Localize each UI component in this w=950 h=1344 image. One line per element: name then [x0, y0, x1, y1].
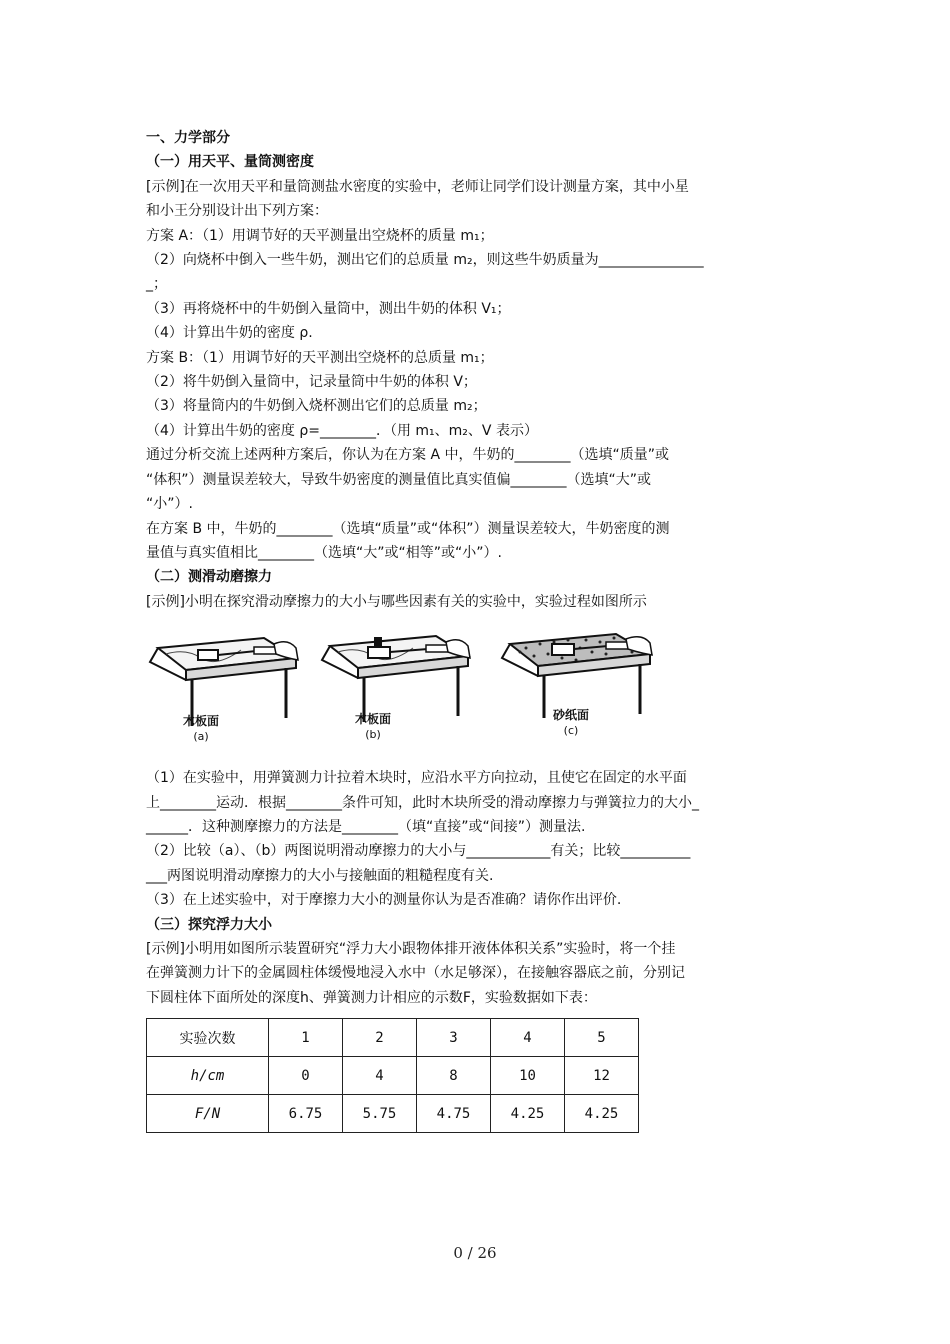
text-line: 上________运动．根据________条件可知，此时木块所受的滑动摩擦力与弹簧拉力的大小_	[146, 794, 699, 811]
text-line: （3）将量筒内的牛奶倒入烧杯测出它们的总质量 m₂；	[146, 398, 487, 415]
page-number: 0 / 26	[453, 1244, 497, 1262]
subsection-3-title: （三）探究浮力大小	[146, 916, 272, 933]
text-line: （2）比较（a）、（b）两图说明滑动摩擦力的大小与____________有关；比较__________	[146, 843, 691, 860]
text-line: 方案 B：（1）用调节好的天平测出空烧杯的总质量 m₁；	[146, 349, 494, 366]
table-header-cell: F/N	[147, 1095, 269, 1133]
text-line: ___两图说明滑动摩擦力的大小与接触面的粗糙程度有关.	[146, 867, 494, 884]
figure-b-label: (b)	[365, 728, 381, 742]
table-cell: 5	[565, 1019, 639, 1057]
table-row	[147, 1057, 639, 1095]
table-cell: 4.25	[491, 1095, 565, 1133]
table-cell: 12	[565, 1057, 639, 1095]
text-line: 通过分析交流上述两种方案后，你认为在方案 A 中，牛奶的________（选填“质量”或	[146, 447, 669, 464]
text-line: （2）向烧杯中倒入一些牛奶，测出它们的总质量 m₂，则这些牛奶质量为_______________	[146, 252, 704, 269]
text-line: _；	[146, 276, 167, 293]
text-line: [示例]在一次用天平和量筒测盐水密度的实验中，老师让同学们设计测量方案，其中小星	[146, 178, 689, 195]
table-cell: 4	[343, 1057, 417, 1095]
text-line: （3）再将烧杯中的牛奶倒入量筒中，测出牛奶的体积 V₁；	[146, 300, 511, 317]
table-row	[147, 1019, 639, 1057]
table-cell: 4	[491, 1019, 565, 1057]
figure-a-illustration	[146, 618, 301, 728]
text-line: 量值与真实值相比________（选填“大”或“相等”或“小”）.	[146, 544, 502, 561]
table-cell: 0	[269, 1057, 343, 1095]
subsection-3-body	[146, 937, 808, 1010]
table-row	[147, 1095, 639, 1133]
buoyancy-data-table	[146, 1018, 639, 1133]
text-line: “体积”）测量误差较大，导致牛奶密度的测量值比真实值偏________（选填“大”或	[146, 471, 652, 488]
table-header-cell: 实验次数	[147, 1019, 269, 1057]
table-cell: 4.75	[417, 1095, 491, 1133]
table-cell: 10	[491, 1057, 565, 1095]
text-line: “小”）.	[146, 496, 193, 513]
subsection-1-body	[146, 175, 808, 566]
text-line: （4）计算出牛奶的密度 ρ=________．（用 m₁、m₂、V 表示）	[146, 422, 538, 439]
subsection-2-title: （二）测滑动磨擦力	[146, 569, 272, 586]
text-line: （3）在上述实验中，对于摩擦力大小的测量你认为是否准确？请你作出评价.	[146, 892, 622, 909]
text-line: 在弹簧测力计下的金属圆柱体缓慢地浸入水中（水足够深），在接触容器底之前，分别记	[146, 965, 685, 982]
figure-c-label: (c)	[563, 724, 579, 738]
table-header-cell: h/cm	[147, 1057, 269, 1095]
text-line: 在方案 B 中，牛奶的________（选填“质量”或“体积”）测量误差较大，牛奶密度的测	[146, 520, 670, 537]
table-cell: 3	[417, 1019, 491, 1057]
table-cell: 8	[417, 1057, 491, 1095]
figure-b-caption: 木板面	[354, 712, 391, 727]
text-line: [示例]小明用如图所示装置研究“浮力大小跟物体排开液体体积关系”实验时，将一个挂	[146, 940, 676, 957]
text-line: （4）计算出牛奶的密度 ρ.	[146, 325, 313, 342]
table-cell: 2	[343, 1019, 417, 1057]
text-line: 下圆柱体下面所处的深度h、弹簧测力计相应的示数F，实验数据如下表：	[146, 989, 597, 1006]
text-line: 方案 A：（1）用调节好的天平测量出空烧杯的质量 m₁；	[146, 227, 494, 244]
page-content	[146, 126, 808, 1133]
friction-experiment-figures	[146, 618, 808, 760]
table-cell: 6.75	[269, 1095, 343, 1133]
text-line: ______．这种测摩擦力的方法是________（填“直接”或“间接”）测量法.	[146, 818, 586, 835]
figure-a-caption: 木板面	[182, 714, 219, 729]
text-line: （2）将牛奶倒入量筒中，记录量筒中牛奶的体积 V；	[146, 374, 477, 391]
section-heading: 一、力学部分	[146, 130, 230, 146]
figure-c-caption: 砂纸面	[552, 708, 589, 723]
table-cell: 1	[269, 1019, 343, 1057]
subsection-2-body	[146, 766, 808, 912]
table-cell: 5.75	[343, 1095, 417, 1133]
text-line: （1）在实验中，用弹簧测力计拉着木块时，应沿水平方向拉动，且使它在固定的水平面	[146, 770, 687, 787]
table-cell: 4.25	[565, 1095, 639, 1133]
subsection-1-title: （一）用天平、量筒测密度	[146, 154, 314, 171]
text-line: 和小王分别设计出下列方案：	[146, 203, 328, 220]
figure-a-label: (a)	[193, 730, 209, 744]
text-line: [示例]小明在探究滑动摩擦力的大小与哪些因素有关的实验中，实验过程如图所示	[146, 593, 647, 610]
